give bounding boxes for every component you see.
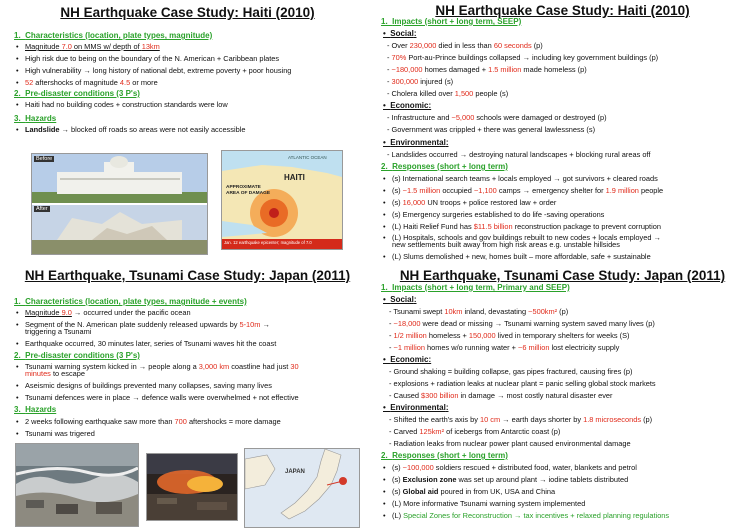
- list-item: minutes to escape: [25, 369, 85, 378]
- list-item: - ~180,000 homes damaged + 1.5 million made homeless (p): [387, 65, 587, 74]
- list-item: • (s) Emergency surgeries established to do life -saving operations: [383, 210, 605, 219]
- japan-impacts-panel: [375, 265, 750, 530]
- haiti-impacts-panel: [375, 0, 750, 265]
- list-item: - Caused $300 billion in damage → most costly natural disaster ever: [389, 391, 613, 400]
- list-item: - 1/2 million homeless + 150,000 lived in temporary shelters for weeks (S): [389, 331, 630, 340]
- section-heading: 2. Responses (short + long term): [381, 162, 508, 171]
- list-item: - Landslides occurred → destroying natural landscapes + blocking rural areas off: [387, 150, 651, 159]
- list-item: • (s) 16,000 UN troops + police restored law + order: [383, 198, 557, 207]
- page-title: NH Earthquake, Tsunami Case Study: Japan (2011): [399, 268, 726, 283]
- list-item: - Tsunami swept 10km inland, devastating ~500km² (p): [389, 307, 569, 316]
- map-caption: Jan. 12 earthquake epicenter; magnitude of 7.0: [224, 240, 312, 245]
- list-item: • 52 aftershocks of magnitude 4.5 or more: [16, 78, 158, 87]
- section-heading: 1. Impacts (short + long term, SEEP): [381, 17, 522, 26]
- list-item: • Segment of the N. American plate suddenly released upwards by 5-10m →: [16, 320, 270, 329]
- list-item: • (s) Global aid poured in from UK, USA and China: [383, 487, 556, 496]
- map-label: ATLANTIC OCEAN: [288, 155, 327, 160]
- page-title: NH Earthquake Case Study: Haiti (2010): [435, 3, 690, 18]
- photo-label: Before: [36, 156, 53, 162]
- map-label: JAPAN: [285, 469, 305, 475]
- photo-label: After: [36, 206, 48, 212]
- list-item: • Environmental:: [383, 138, 449, 147]
- list-item: • Magnitude 9.0 → occurred under the pacific ocean: [16, 308, 191, 317]
- list-item: • Social:: [383, 295, 417, 304]
- list-item: - Infrastructure and ~5,000 schools were damaged or destroyed (p): [387, 113, 607, 122]
- list-item: - Over 230,000 died in less than 60 seconds (p): [387, 41, 543, 50]
- list-item: triggering a Tsunami: [25, 327, 92, 336]
- list-item: • (L) Hospitals, schools and gov buildings rebuilt to new codes + locals employed →: [383, 233, 661, 242]
- list-item: • High vulnerability → long history of national debt, extreme poverty + poor housing: [16, 66, 292, 75]
- page-title: NH Earthquake, Tsunami Case Study: Japan (2011): [24, 268, 351, 283]
- list-item: - Carved 125km² of icebergs from Antarctic coast (p): [389, 427, 561, 436]
- list-item: - Shifted the earth's axis by 10 cm → earth days shorter by 1.8 microseconds (p): [389, 415, 653, 424]
- list-item: • (s) ~1.5 million occupied ~1,100 camps → emergency shelter for 1.9 million people: [383, 186, 664, 195]
- list-item: • Economic:: [383, 101, 432, 110]
- haiti-map: [221, 150, 343, 250]
- list-item: • (s) ~100,000 soldiers rescued + distributed food, water, blankets and petrol: [383, 463, 637, 472]
- page-title: NH Earthquake Case Study: Haiti (2010): [60, 5, 315, 20]
- haiti-characteristics-panel: [0, 0, 375, 265]
- list-item: • Social:: [383, 29, 417, 38]
- list-item: • (s) International search teams + locals employed → got survivors + cleared roads: [383, 174, 658, 183]
- list-item: new settlements built away from high risk areas e.g. unstable hillsides: [392, 240, 620, 249]
- list-item: - Cholera killed over 1,500 people (s): [387, 89, 509, 98]
- list-item: - Government was crippled + there was general lawlessness (s): [387, 125, 596, 134]
- section-heading: 2. Pre-disaster conditions (3 P's): [14, 351, 140, 360]
- japan-map: [244, 448, 360, 528]
- list-item: - ~18,000 were dead or missing → Tsunami warning system saved many lives (p): [389, 319, 655, 328]
- list-item: • Haiti had no building codes + construction standards were low: [16, 100, 228, 109]
- palace-before-after-photo: [31, 153, 208, 255]
- list-item: - ~1 million homes w/o running water + ~6 million lost electricity supply: [389, 343, 620, 352]
- list-item: • (L) More informative Tsunami warning system implemented: [383, 499, 586, 508]
- list-item: • Environmental:: [383, 403, 449, 412]
- list-item: • Economic:: [383, 355, 432, 364]
- list-item: • 2 weeks following earthquake saw more than 700 aftershocks = more damage: [16, 417, 281, 426]
- section-heading: 2. Responses (short + long term): [381, 451, 508, 460]
- list-item: • Landslide → blocked off roads so areas were not easily accessible: [16, 125, 246, 134]
- list-item: • (s) Exclusion zone was set up around plant → iodine tablets distributed: [383, 475, 629, 484]
- list-item: • Magnitude 7.0 on MMS w/ depth of 13km: [16, 42, 160, 51]
- list-item: • (L) Haiti Relief Fund has $11.5 billion reconstruction package to prevent corruption: [383, 222, 661, 231]
- section-heading: 1. Characteristics (location, plate types, magnitude): [14, 31, 213, 40]
- list-item: • (L) Special Zones for Reconstruction → tax incentives + relaxed planning regulations: [383, 511, 670, 520]
- map-label: APPROXIMATE AREA OF DAMAGE: [226, 185, 271, 196]
- list-item: • Aseismic designs of buildings prevented many collapses, saving many lives: [16, 381, 272, 390]
- list-item: - Ground shaking = building collapse, gas pipes fractured, causing fires (p): [389, 367, 633, 376]
- list-item: • High risk due to being on the boundary of the N. American + Caribbean plates: [16, 54, 280, 63]
- list-item: • Tsunami defences were in place → defence walls were overwhelmed + not effective: [16, 393, 299, 402]
- list-item: • Tsunami was trigered: [16, 429, 95, 438]
- japan-characteristics-panel: [0, 265, 375, 530]
- section-heading: 1. Impacts (short + long term, Primary and SEEP): [381, 283, 570, 292]
- list-item: - 70% Port-au-Prince buildings collapsed → including key government buildings (p): [387, 53, 659, 62]
- list-item: - 300,000 injured (s): [387, 77, 454, 86]
- section-heading: 3. Hazards: [14, 114, 57, 123]
- list-item: • (L) Slums demolished + new, homes built – more affordable, safe + sustainable: [383, 252, 651, 261]
- section-heading: 3. Hazards: [14, 405, 57, 414]
- list-item: • Tsunami warning system kicked in → people along a 3,000 km coastline had just 30: [16, 362, 299, 371]
- tsunami-wave-photo: [15, 443, 139, 527]
- list-item: • Earthquake occurred, 30 minutes later, series of Tsunami waves hit the coast: [16, 339, 277, 348]
- section-heading: 2. Pre-disaster conditions (3 P's): [14, 89, 140, 98]
- fire-damage-photo: [146, 453, 238, 521]
- list-item: - Radiation leaks from nuclear power plant caused environmental damage: [389, 439, 631, 448]
- section-heading: 1. Characteristics (location, plate types, magnitude + events): [14, 297, 247, 306]
- map-title: HAITI: [284, 173, 305, 182]
- list-item: - explosions + radiation leaks at nuclear plant = panic selling global stock markets: [389, 379, 656, 388]
